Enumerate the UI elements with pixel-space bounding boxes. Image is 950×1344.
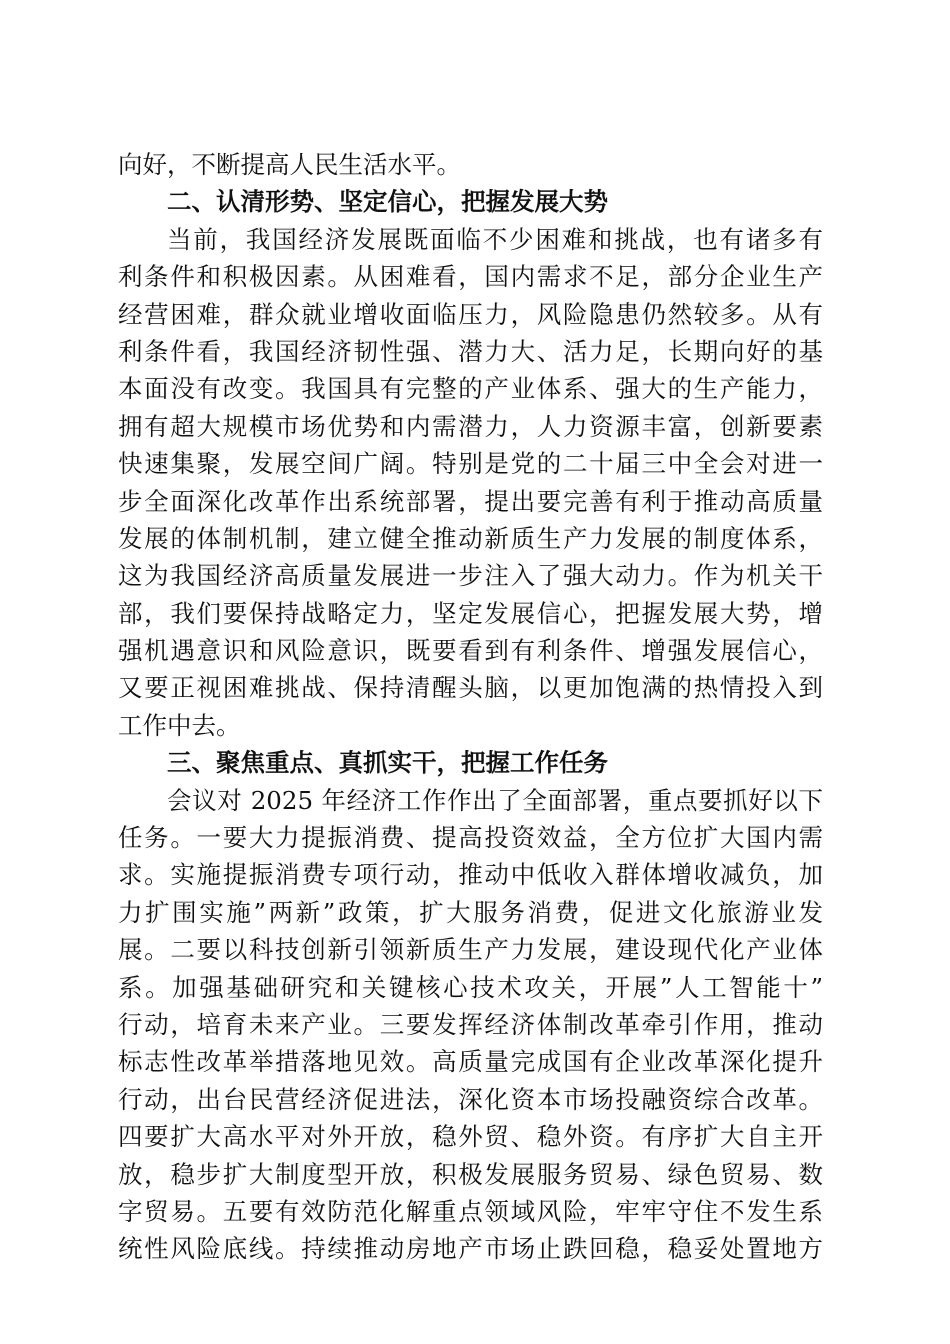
- paragraph-line: 统性风险底线。持续推动房地产市场止跌回稳，稳妥处置地方: [118, 1234, 823, 1264]
- document-page: [118, 146, 823, 1268]
- paragraph-line: 本面没有改变。我国具有完整的产业体系、强大的生产能力，: [118, 374, 823, 404]
- paragraph-line: 又要正视困难挑战、保持清醒头脑，以更加饱满的热情投入到: [118, 673, 823, 703]
- paragraph-line: 系。加强基础研究和关键核心技术攻关，开展”人工智能十”: [118, 972, 823, 1002]
- section-heading: 三、聚焦重点、真抓实干，把握工作任务: [167, 748, 608, 778]
- paragraph-line: 这为我国经济高质量发展进一步注入了强大动力。作为机关干: [118, 561, 823, 591]
- paragraph-line: 拥有超大规模市场优势和内需潜力，人力资源丰富，创新要素: [118, 411, 823, 441]
- section-heading: 二、认清形势、坚定信心，把握发展大势: [167, 187, 608, 217]
- paragraph-line: 字贸易。五要有效防范化解重点领域风险，牢牢守住不发生系: [118, 1196, 823, 1226]
- paragraph-line: 向好，不断提高人民生活水平。: [118, 150, 461, 179]
- paragraph-line: 步全面深化改革作出系统部署，提出要完善有利于推动高质量: [118, 486, 823, 516]
- paragraph-line: 发展的体制机制，建立健全推动新质生产力发展的制度体系，: [118, 523, 823, 553]
- paragraph-line: 经营困难，群众就业增收面临压力，风险隐患仍然较多。从有: [118, 299, 823, 329]
- paragraph-line: 当前，我国经济发展既面临不少困难和挑战，也有诸多有: [167, 224, 823, 254]
- paragraph-line: 利条件看，我国经济韧性强、潜力大、活力足，长期向好的基: [118, 336, 823, 366]
- paragraph-line: 展。二要以科技创新引领新质生产力发展，建设现代化产业体: [118, 935, 823, 965]
- paragraph-line: 行动，培育未来产业。三要发挥经济体制改革牵引作用，推动: [118, 1009, 823, 1039]
- paragraph-line: 利条件和积极因素。从困难看，国内需求不足，部分企业生产: [118, 262, 823, 292]
- paragraph-line: 部，我们要保持战略定力，坚定发展信心，把握发展大势，增: [118, 598, 823, 628]
- paragraph-line: 标志性改革举措落地见效。高质量完成国有企业改革深化提升: [118, 1047, 823, 1077]
- paragraph-line: 力扩围实施”两新”政策，扩大服务消费，促进文化旅游业发: [118, 897, 823, 927]
- paragraph-line: 强机遇意识和风险意识，既要看到有利条件、增强发展信心，: [118, 636, 823, 666]
- paragraph-line: 放，稳步扩大制度型开放，积极发展服务贸易、绿色贸易、数: [118, 1159, 823, 1189]
- paragraph-line: 求。实施提振消费专项行动，推动中低收入群体增收减负，加: [118, 860, 823, 890]
- paragraph-line: 工作中去。: [118, 710, 241, 740]
- paragraph-line: 会议对 2025 年经济工作作出了全面部署，重点要抓好以下: [167, 785, 823, 815]
- paragraph-line: 行动，出台民营经济促进法，深化资本市场投融资综合改革。: [118, 1084, 823, 1114]
- paragraph-line: 四要扩大高水平对外开放，稳外贸、稳外资。有序扩大自主开: [118, 1122, 823, 1152]
- paragraph-line: 快速集聚，发展空间广阔。特别是党的二十届三中全会对进一: [118, 449, 823, 479]
- paragraph-line: 任务。一要大力提振消费、提高投资效益，全方位扩大国内需: [118, 823, 823, 853]
